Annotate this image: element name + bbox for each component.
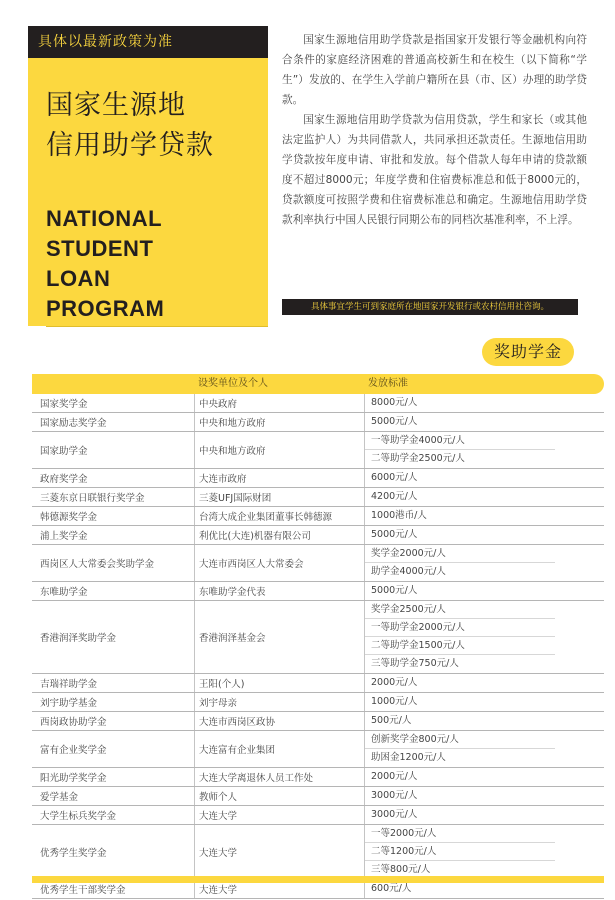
table-row bbox=[32, 469, 604, 488]
table-row bbox=[32, 432, 604, 469]
award-standard: 3000元/人 bbox=[371, 790, 418, 801]
award-standard: 一等2000元/人 bbox=[365, 825, 555, 843]
award-name: 优秀学生干部奖学金 bbox=[40, 885, 126, 896]
award-sponsor: 大连市西岗区政协 bbox=[194, 712, 364, 730]
table-row bbox=[32, 787, 604, 806]
award-sponsor: 大连市政府 bbox=[194, 469, 364, 487]
award-name: 西岗政协助学金 bbox=[40, 717, 107, 728]
award-standard: 二等1200元/人 bbox=[365, 843, 555, 861]
award-standard: 三等助学金750元/人 bbox=[371, 658, 459, 669]
award-name: 国家励志奖学金 bbox=[40, 418, 107, 429]
header-name bbox=[32, 374, 194, 394]
award-standard: 5000元/人 bbox=[371, 416, 418, 427]
table-row bbox=[32, 488, 604, 507]
hero-title-line: 国家生源地 bbox=[46, 90, 186, 121]
award-sponsor: 大连市西岗区人大常委会 bbox=[194, 545, 364, 581]
award-standard: 助困金1200元/人 bbox=[371, 752, 446, 763]
award-standard-cell bbox=[364, 394, 604, 412]
award-name: 刘宇助学基金 bbox=[40, 698, 98, 709]
table-row bbox=[32, 712, 604, 731]
award-name: 东唯助学金 bbox=[40, 587, 88, 598]
award-name: 香港润泽奖助学金 bbox=[40, 633, 117, 644]
table-row bbox=[32, 693, 604, 712]
award-name: 大学生标兵奖学金 bbox=[40, 811, 117, 822]
award-standard-cell bbox=[364, 582, 604, 600]
award-standard-cell bbox=[364, 787, 604, 805]
award-sponsor: 大连大学 bbox=[194, 806, 364, 824]
hero-english-title bbox=[46, 204, 246, 324]
award-sponsor: 三菱UFJ国际财团 bbox=[194, 488, 364, 506]
award-standard-cell bbox=[364, 825, 604, 879]
award-sponsor: 大连大学 bbox=[194, 880, 364, 898]
award-standard: 600元/人 bbox=[371, 883, 412, 894]
award-sponsor: 中央和地方政府 bbox=[194, 413, 364, 431]
award-standard-cell bbox=[364, 488, 604, 506]
award-standard-cell bbox=[364, 545, 604, 581]
award-standard: 2000元/人 bbox=[371, 771, 418, 782]
award-standard: 500元/人 bbox=[371, 715, 412, 726]
award-standard-cell bbox=[364, 712, 604, 730]
hero-english-line: LOAN bbox=[46, 266, 111, 291]
award-standard: 2000元/人 bbox=[371, 677, 418, 688]
award-standard-cell bbox=[364, 413, 604, 431]
award-standard: 奖学金2500元/人 bbox=[365, 601, 555, 619]
award-name: 西岗区人大常委会奖助学金 bbox=[40, 559, 155, 570]
hero-title bbox=[46, 86, 266, 166]
award-name: 国家奖学金 bbox=[40, 399, 88, 410]
table-row bbox=[32, 545, 604, 582]
hero-english-line: PROGRAM bbox=[46, 296, 165, 321]
award-sponsor: 大连大学 bbox=[194, 825, 364, 879]
award-name: 政府奖学金 bbox=[40, 474, 88, 485]
award-standard: 4200元/人 bbox=[371, 491, 418, 502]
award-standard: 二等助学金2500元/人 bbox=[371, 453, 465, 464]
award-sponsor: 王阳(个人) bbox=[194, 674, 364, 692]
hero-title-line: 信用助学贷款 bbox=[46, 130, 214, 161]
intro-paragraph: 国家生源地信用助学贷款是指国家开发银行等金融机构向符合条件的家庭经济困难的普通高校新生和在校生（以下简称“学生”）发放的、在学生入学前户籍所在县（市、区）办理的助学贷款。 bbox=[282, 34, 587, 106]
award-standard: 1000港币/人 bbox=[371, 510, 427, 521]
header-standard: 发放标准 bbox=[368, 378, 408, 389]
award-standard: 6000元/人 bbox=[371, 472, 418, 483]
hero-english-line: STUDENT bbox=[46, 236, 154, 261]
table-row bbox=[32, 507, 604, 526]
award-sponsor: 中央政府 bbox=[194, 394, 364, 412]
hero-divider bbox=[46, 326, 268, 327]
award-sponsor: 东唯助学金代表 bbox=[194, 582, 364, 600]
award-standard-cell bbox=[364, 674, 604, 692]
award-name: 阳光助学奖学金 bbox=[40, 773, 107, 784]
award-sponsor: 中央和地方政府 bbox=[194, 432, 364, 468]
award-standard-cell bbox=[364, 731, 604, 767]
table-header bbox=[32, 374, 604, 394]
table-row bbox=[32, 601, 604, 674]
consult-note: 具体事宜学生可到家庭所在地国家开发银行或农村信用社咨询。 bbox=[282, 299, 578, 315]
award-standard: 5000元/人 bbox=[371, 585, 418, 596]
award-standard-cell bbox=[364, 469, 604, 487]
award-standard: 8000元/人 bbox=[371, 397, 418, 408]
award-standard-cell bbox=[364, 806, 604, 824]
award-standard: 二等助学金1500元/人 bbox=[365, 637, 555, 655]
scholarship-table bbox=[32, 374, 604, 899]
table-row bbox=[32, 394, 604, 413]
award-sponsor: 教师个人 bbox=[194, 787, 364, 805]
table-row bbox=[32, 806, 604, 825]
award-standard: 一等助学金4000元/人 bbox=[365, 432, 555, 450]
policy-tag: 具体以最新政策为准 bbox=[28, 26, 268, 58]
award-sponsor: 香港润泽基金会 bbox=[194, 601, 364, 673]
table-row bbox=[32, 674, 604, 693]
table-row bbox=[32, 526, 604, 545]
award-sponsor: 刘宇母亲 bbox=[194, 693, 364, 711]
table-row bbox=[32, 413, 604, 432]
award-sponsor: 大连大学离退休人员工作处 bbox=[194, 768, 364, 786]
award-standard: 创新奖学金800元/人 bbox=[365, 731, 555, 749]
award-standard: 奖学金2000元/人 bbox=[365, 545, 555, 563]
award-name: 爱学基金 bbox=[40, 792, 79, 803]
award-sponsor: 大连富有企业集团 bbox=[194, 731, 364, 767]
table-body bbox=[32, 394, 604, 899]
award-standard: 三等800元/人 bbox=[371, 864, 431, 875]
section-title: 奖助学金 bbox=[482, 338, 574, 366]
award-standard: 5000元/人 bbox=[371, 529, 418, 540]
hero-english-line: NATIONAL bbox=[46, 206, 163, 231]
intro-text bbox=[282, 30, 587, 230]
table-row bbox=[32, 768, 604, 787]
header-org: 设奖单位及个人 bbox=[198, 378, 268, 389]
award-name: 富有企业奖学金 bbox=[40, 745, 107, 756]
award-standard: 3000元/人 bbox=[371, 809, 418, 820]
award-standard-cell bbox=[364, 526, 604, 544]
award-name: 三菱东京日联银行奖学金 bbox=[40, 493, 145, 504]
award-standard: 助学金4000元/人 bbox=[371, 566, 446, 577]
table-row bbox=[32, 825, 604, 880]
award-standard-cell bbox=[364, 768, 604, 786]
award-standard: 一等助学金2000元/人 bbox=[365, 619, 555, 637]
award-sponsor: 利优比(大连)机器有限公司 bbox=[194, 526, 364, 544]
award-name: 韩德源奖学金 bbox=[40, 512, 98, 523]
award-name: 国家助学金 bbox=[40, 446, 88, 457]
award-name: 浦上奖学金 bbox=[40, 531, 88, 542]
award-sponsor: 台湾大成企业集团董事长韩德源 bbox=[194, 507, 364, 525]
table-row bbox=[32, 731, 604, 768]
intro-paragraph: 国家生源地信用助学贷款为信用贷款，学生和家长（或其他法定监护人）为共同借款人，共同承担还款责任。生源地信用助学贷款按年度申请、审批和发放。每个借款人每年申请的贷款额度不超过8000元；年度学费和住宿费标准总和低于8000元的，贷款额度可按照学费和住宿费标准总和确定。生源地信用助学贷款利率执行中国人民银行同期公布的同档次基准利率，不上浮。 bbox=[282, 114, 587, 226]
bottom-accent-bar bbox=[32, 876, 604, 883]
award-name: 优秀学生奖学金 bbox=[40, 848, 107, 859]
award-standard-cell bbox=[364, 507, 604, 525]
award-standard-cell bbox=[364, 601, 604, 673]
award-standard-cell bbox=[364, 432, 604, 468]
award-standard: 1000元/人 bbox=[371, 696, 418, 707]
award-name: 吉瑞祥助学金 bbox=[40, 679, 98, 690]
table-row bbox=[32, 582, 604, 601]
award-standard-cell bbox=[364, 693, 604, 711]
hero-panel bbox=[28, 26, 268, 326]
